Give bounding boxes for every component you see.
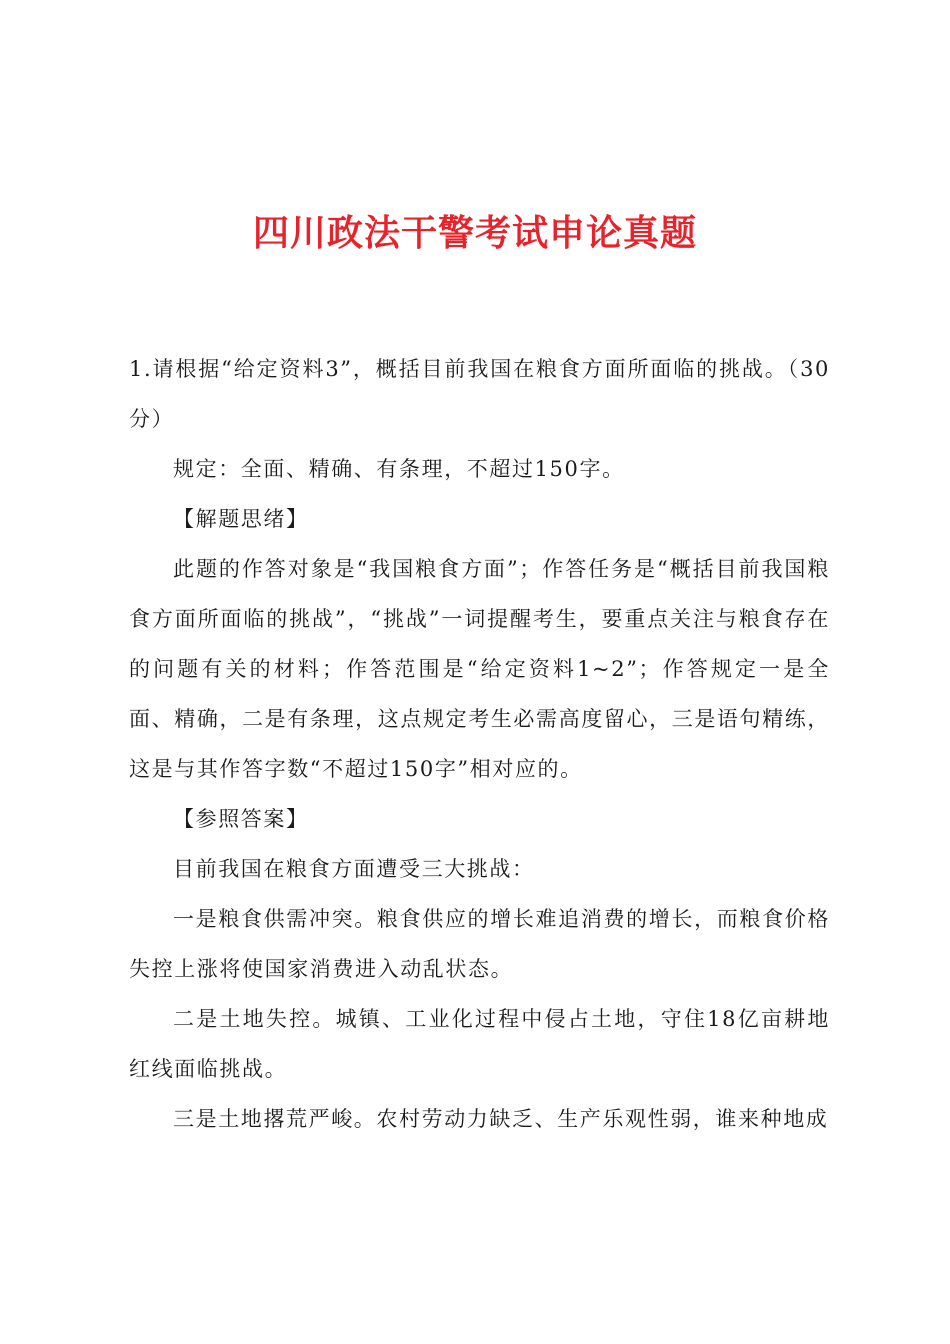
question-1: 1.请根据“给定资料3”，概括目前我国在粮食方面所面临的挑战。（30分） xyxy=(129,357,830,431)
document-body xyxy=(129,344,830,1144)
answer-point-2: 二是土地失控。城镇、工业化过程中侵占土地，守住18亿亩耕地红线面临挑战。 xyxy=(129,1007,830,1081)
answer-point-1: 一是粮食供需冲突。粮食供应的增长难追消费的增长，而粮食价格失控上涨将使国家消费进入动乱状态。 xyxy=(129,907,830,981)
analysis-paragraph: 此题的作答对象是“我国粮食方面”；作答任务是“概括目前我国粮食方面所面临的挑战”，“挑战”一词提醒考生，要重点关注与粮食存在的问题有关的材料；作答范围是“给定资料1~2”；作答规定一是全面、精确，二是有条理，这点规定考生必需高度留心，三是语句精练，这是与其作答字数“不超过150字”相对应的。 xyxy=(129,557,830,781)
section-heading-analysis: 【解题思绪】 xyxy=(173,507,309,531)
requirement: 规定：全面、精确、有条理，不超过150字。 xyxy=(173,457,625,481)
section-heading-answer: 【参照答案】 xyxy=(173,807,309,831)
answer-point-3: 三是土地撂荒严峻。农村劳动力缺乏、生产乐观性弱，谁来种地成 xyxy=(173,1107,829,1131)
document-title: 四川政法干警考试申论真题 xyxy=(252,213,697,254)
answer-intro: 目前我国在粮食方面遭受三大挑战： xyxy=(173,857,535,881)
